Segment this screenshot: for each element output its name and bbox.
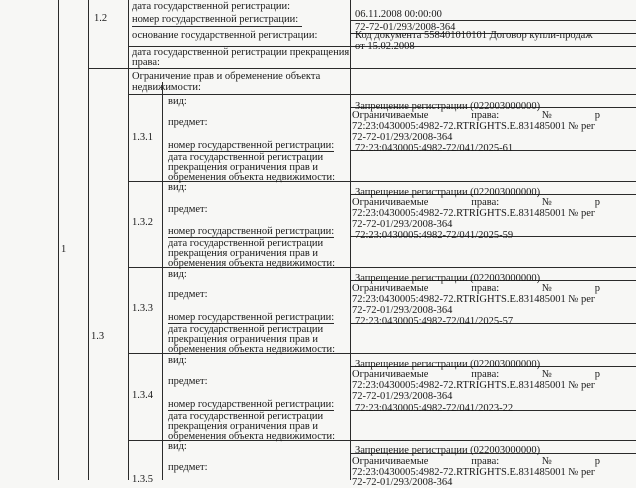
subject-word: права:	[471, 283, 500, 294]
field-label: предмет:	[168, 462, 208, 473]
subject-line	[352, 197, 600, 208]
field-value: 72:23:0430005:4982-72/041/2023-22	[355, 403, 514, 414]
subject-word: р	[594, 369, 600, 380]
table-border-level2	[88, 0, 89, 480]
field-label: номер государственной регистрации:	[168, 312, 335, 323]
row-divider	[128, 94, 636, 95]
field-value: 72-72-01/293/2008-364	[352, 219, 453, 230]
field-value: 72:23:0430005:4982-72.RTRIGHTS.E.831485001 № рег	[352, 208, 596, 219]
section-number: 1.2	[94, 13, 108, 24]
subject-line	[352, 283, 600, 294]
field-value: 72:23:0430005:4982-72.RTRIGHTS.E.831485001 № рег	[352, 380, 596, 391]
subject-word: Ограничиваемые	[352, 369, 429, 380]
section-number: 1	[61, 244, 67, 255]
field-value: 72-72-01/293/2008-364	[352, 391, 453, 402]
field-value: Запрещение регистрации (022003000000)	[355, 101, 541, 112]
subject-word: права:	[471, 456, 500, 467]
field-label: номер государственной регистрации:	[132, 14, 299, 25]
field-label: вид:	[168, 355, 187, 366]
subject-line	[352, 369, 600, 380]
field-value: Запрещение регистрации (022003000000)	[355, 187, 541, 198]
subject-word: р	[594, 456, 600, 467]
field-value: 72:23:0430005:4982-72.RTRIGHTS.E.831485001 № рег	[352, 467, 596, 478]
field-label: прекращения ограничения прав и	[168, 162, 319, 173]
table-border-value-column	[350, 0, 351, 480]
entry-number: 1.3.4	[132, 390, 153, 401]
entry-number: 1.3.2	[132, 217, 153, 228]
field-label: предмет:	[168, 289, 208, 300]
field-value: 72:23:0430005:4982-72/041/2025-57	[355, 316, 514, 327]
subject-line	[352, 110, 600, 121]
field-label: вид:	[168, 96, 187, 107]
field-value: 72-72-01/293/2008-364	[352, 132, 453, 143]
field-label: номер государственной регистрации:	[168, 140, 335, 151]
subject-word: Ограничиваемые	[352, 456, 429, 467]
field-label: предмет:	[168, 117, 208, 128]
field-label: вид:	[168, 269, 187, 280]
field-label: вид:	[168, 441, 187, 452]
field-value: от 15.02.2008	[355, 41, 415, 52]
subject-word: Ограничиваемые	[352, 283, 429, 294]
field-label: дата государственной регистрации:	[132, 1, 291, 12]
entry-number: 1.3.3	[132, 303, 153, 314]
field-label: вид:	[168, 182, 187, 193]
subject-word: №	[541, 283, 552, 294]
section-number: 1.3	[91, 331, 105, 342]
entry-number: 1.3.5	[132, 474, 153, 485]
field-label: предмет:	[168, 204, 208, 215]
field-label: основание государственной регистрации:	[132, 30, 318, 41]
field-label: дата государственной регистрации прекращения	[132, 47, 350, 58]
subject-word: Ограничиваемые	[352, 197, 429, 208]
subject-line	[352, 456, 600, 467]
label-underline	[132, 26, 302, 27]
field-label: дата государственной регистрации	[168, 238, 324, 249]
field-value: 72-72-01/293/2008-364	[355, 22, 456, 33]
subject-word: №	[541, 456, 552, 467]
subject-word: №	[541, 369, 552, 380]
field-label: прекращения ограничения прав и	[168, 248, 319, 259]
field-value: Запрещение регистрации (022003000000)	[355, 445, 541, 456]
subject-word: р	[594, 197, 600, 208]
table-border-left	[58, 0, 59, 480]
field-label: дата государственной регистрации	[168, 411, 324, 422]
subject-word: права:	[471, 369, 500, 380]
field-label: права:	[132, 57, 160, 68]
field-value: 72-72-01/293/2008-364	[352, 305, 453, 316]
field-value: 72:23:0430005:4982-72/041/2025-61	[355, 143, 514, 154]
field-value: 06.11.2008 00:00:00	[355, 9, 442, 20]
subject-word: права:	[471, 110, 500, 121]
field-label: предмет:	[168, 376, 208, 387]
entry-number: 1.3.1	[132, 132, 153, 143]
field-label: дата государственной регистрации	[168, 152, 324, 163]
field-label: обременения объекта недвижимости:	[168, 172, 336, 183]
section-heading: недвижимости:	[132, 82, 201, 93]
field-label: номер государственной регистрации:	[168, 226, 335, 237]
field-value: 72:23:0430005:4982-72.RTRIGHTS.E.831485001 № рег	[352, 121, 596, 132]
table-border-level4	[162, 82, 163, 480]
field-label: дата государственной регистрации	[168, 324, 324, 335]
field-label: обременения объекта недвижимости:	[168, 431, 336, 442]
field-label: обременения объекта недвижимости:	[168, 344, 336, 355]
field-label: номер государственной регистрации:	[168, 399, 335, 410]
field-label: обременения объекта недвижимости:	[168, 258, 336, 269]
field-value: Запрещение регистрации (022003000000)	[355, 273, 541, 284]
subject-word: №	[541, 197, 552, 208]
value-underline	[350, 20, 636, 21]
field-value: Код документа 558401010101 Договор купли-продаж	[355, 30, 593, 41]
subject-word: права:	[471, 197, 500, 208]
field-value: 72-72-01/293/2008-364	[352, 477, 453, 488]
row-divider	[88, 68, 636, 69]
subject-word: Ограничиваемые	[352, 110, 429, 121]
subject-word: р	[594, 283, 600, 294]
table-border-level3	[128, 0, 129, 480]
subject-word: №	[541, 110, 552, 121]
field-value: Запрещение регистрации (022003000000)	[355, 359, 541, 370]
subject-word: р	[594, 110, 600, 121]
section-heading: Ограничение прав и обременение объекта	[132, 71, 321, 82]
field-value: 72:23:0430005:4982-72.RTRIGHTS.E.831485001 № рег	[352, 294, 596, 305]
field-label: прекращения ограничения прав и	[168, 421, 319, 432]
field-value: 72:23:0430005:4982-72/041/2025-59	[355, 230, 514, 241]
field-label: прекращения ограничения прав и	[168, 334, 319, 345]
